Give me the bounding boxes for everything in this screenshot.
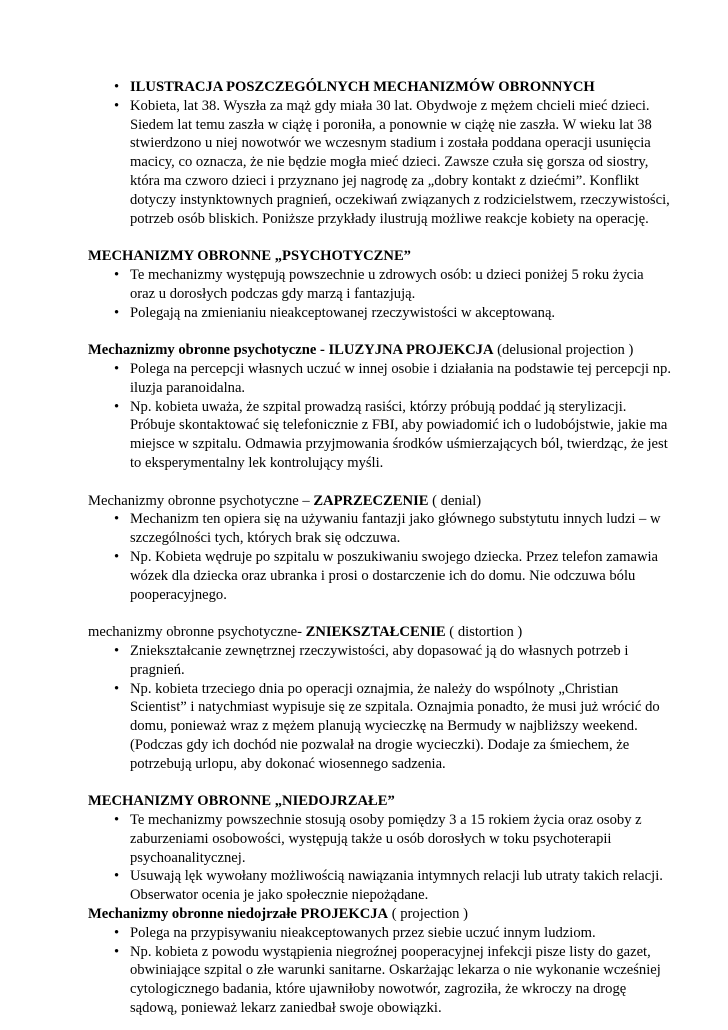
bullet-icon: • xyxy=(114,680,120,697)
immature-list xyxy=(88,811,672,905)
list-item-text: Zniekształcanie zewnętrznej rzeczywistości, aby dopasować ją do własnych potrzeb i pragnień. xyxy=(130,642,629,678)
list-item-text: Np. kobieta trzeciego dnia po operacji oznajmia, że należy do wspólnoty „Christian Scientist” i natychmiast wypisuje się ze szpitala. Oznajmia ponadto, że musi już wrócić do domu, ponieważ wraz z mężem planują wycieczkę na Bermudy w najbliższy weekend. (Podczas gdy ich dochód nie pozwalał na drogie wycieczki). Dodaje za śmiechem, że potrzebują urlopu, aby dokonać wiosennego sadzenia. xyxy=(130,680,660,772)
heading-prefix: Mechanizmy obronne psychotyczne – xyxy=(88,492,314,509)
list-item-text: Np. Kobieta wędruje po szpitalu w poszukiwaniu swojego dziecka. Przez telefon zamawia wózek dla dziecka oraz ubranka i prosi o dostarczenie ich do domu. Nie odczuwa bólu pooperacyjnego. xyxy=(130,548,659,603)
bullet-icon: • xyxy=(114,266,120,283)
list-item xyxy=(88,360,672,398)
bullet-icon: • xyxy=(114,360,120,377)
list-item xyxy=(88,680,672,774)
psychotic-list xyxy=(88,266,672,322)
list-item xyxy=(88,304,672,323)
list-item xyxy=(88,924,672,943)
list-item xyxy=(88,78,672,97)
list-item xyxy=(88,398,672,473)
list-item xyxy=(88,548,672,604)
list-item xyxy=(88,266,672,304)
projection-section xyxy=(88,905,672,1018)
list-item-text: Polegają na zmienianiu nieakceptowanej rzeczywistości w akceptowaną. xyxy=(130,304,556,321)
bullet-icon: • xyxy=(114,304,120,321)
heading-prefix: Mechaznizmy obronne psychotyczne - xyxy=(88,342,329,359)
bullet-icon: • xyxy=(114,868,120,885)
bullet-icon: • xyxy=(114,511,120,528)
list-item-text: Te mechanizmy powszechnie stosują osoby pomiędzy 3 a 15 rokiem życia oraz osoby z zaburzeniami osobowości, występują także u osób dorosłych w toku psychoterapii psychoanalitycznej. xyxy=(130,812,642,866)
list-item-text: Polega na percepcji własnych uczuć w innej osobie i działania na podstawie tej percepcji np. iluzja paranoidalna. xyxy=(130,360,671,396)
list-item-text: Usuwają lęk wywołany możliwością nawiązania intymnych relacji lub utraty takich relacji. Obserwator ocenia je jako społecznie niepożądane. xyxy=(130,868,663,904)
heading-term: ILUZYJNA PROJEKCJA xyxy=(328,342,494,359)
list-item xyxy=(88,811,672,867)
delusional-projection-list xyxy=(88,360,672,473)
bullet-icon: • xyxy=(114,943,120,960)
delusional-projection-section xyxy=(88,341,672,473)
heading-prefix: mechanizmy obronne psychotyczne- xyxy=(88,624,306,641)
list-item xyxy=(88,97,672,229)
list-item-text: Te mechanizmy występują powszechnie u zdrowych osób: u dzieci poniżej 5 roku życia oraz u dorosłych podczas gdy marzą i fantazjują. xyxy=(130,266,644,302)
heading-term: PROJEKCJA xyxy=(300,906,389,923)
bullet-icon: • xyxy=(114,548,120,565)
psychotic-section xyxy=(88,247,672,322)
denial-section xyxy=(88,492,672,605)
intro-section xyxy=(88,78,672,228)
heading-term: ZAPRZECZENIE xyxy=(313,492,429,509)
bullet-icon: • xyxy=(114,97,120,114)
heading-suffix: ( denial) xyxy=(428,492,482,509)
list-item-text: Mechanizm ten opiera się na używaniu fantazji jako głównego substytutu innych ludzi – w szczególności tych, których brak się odczuwa. xyxy=(130,511,661,547)
heading-suffix: ( projection ) xyxy=(388,906,468,923)
list-item xyxy=(88,943,672,1018)
list-item xyxy=(88,510,672,548)
section-heading xyxy=(88,492,672,511)
document-title: ILUSTRACJA POSZCZEGÓLNYCH MECHANIZMÓW OBRONNYCH xyxy=(130,79,595,95)
list-item xyxy=(88,642,672,680)
bullet-icon: • xyxy=(114,642,120,659)
heading-prefix: Mechanizmy obronne niedojrzałe xyxy=(88,906,301,923)
bullet-icon: • xyxy=(114,79,120,95)
heading-suffix: ( distortion ) xyxy=(445,624,523,641)
distortion-section xyxy=(88,623,672,773)
intro-list xyxy=(88,78,672,228)
section-heading: MECHANIZMY OBRONNE „NIEDOJRZAŁE” xyxy=(88,793,395,810)
distortion-list xyxy=(88,642,672,774)
bullet-icon: • xyxy=(114,398,120,415)
immature-section xyxy=(88,792,672,905)
section-heading xyxy=(88,341,672,360)
heading-term: ZNIEKSZTAŁCENIE xyxy=(305,624,446,641)
section-heading xyxy=(88,905,672,924)
denial-list xyxy=(88,510,672,604)
case-description: Kobieta, lat 38. Wyszła za mąż gdy miała 30 lat. Obydwoje z mężem chcieli mieć dzieci. Siedem lat temu zaszła w ciążę i poroniła, a ponownie w ciążę nie zaszła. W wieku lat 38 stwierdzono u niej nowotwór we wczesnym stadium i została poddana operacji usunięcia macicy, co oznacza, że nie będzie mogła mieć dzieci. Zawsze czuła się gorsza od siostry, która ma czworo dzieci i przyznano jej nagrodę za „dobry kontakt z dziećmi”. Konflikt dotyczy instynktownych pragnień, oczekiwań związanych z rodzicielstwem, rzeczywistości, potrzeb osób bliskich. Poniższe przykłady ilustrują możliwe reakcje kobiety na operację. xyxy=(130,97,670,227)
list-item-text: Np. kobieta z powodu wystąpienia niegroźnej pooperacyjnej infekcji pisze listy do gazet, obwiniające szpital o złe warunki sanitarne. Oskarżając lekarza o nie wykonanie wcześniej cytologicznego badania, które ujawniłoby nowotwór, zagroziła, że wkroczy na drogę sądową, ponieważ lekarz zaniedbał swoje obowiązki. xyxy=(130,943,661,1017)
bullet-icon: • xyxy=(114,924,120,941)
bullet-icon: • xyxy=(114,812,120,829)
section-heading: MECHANIZMY OBRONNE „PSYCHOTYCZNE” xyxy=(88,248,411,265)
heading-suffix: (delusional projection ) xyxy=(493,342,634,359)
projection-list xyxy=(88,924,672,1018)
list-item-text: Polega na przypisywaniu nieakceptowanych przez siebie uczuć innym ludziom. xyxy=(130,924,596,941)
list-item-text: Np. kobieta uważa, że szpital prowadzą rasiści, którzy próbują poddać ją sterylizacji. Próbuje skontaktować się telefonicznie z FBI, aby powiadomić ich o ludobójstwie, jakie ma miejsce w szpitalu. Odmawia przyjmowania środków uśmierzających ból, twierdząc, że jest to eksperymentalny lek kontrolujący myśli. xyxy=(130,398,668,471)
section-heading xyxy=(88,623,672,642)
document-page xyxy=(0,78,728,1018)
list-item xyxy=(88,867,672,905)
